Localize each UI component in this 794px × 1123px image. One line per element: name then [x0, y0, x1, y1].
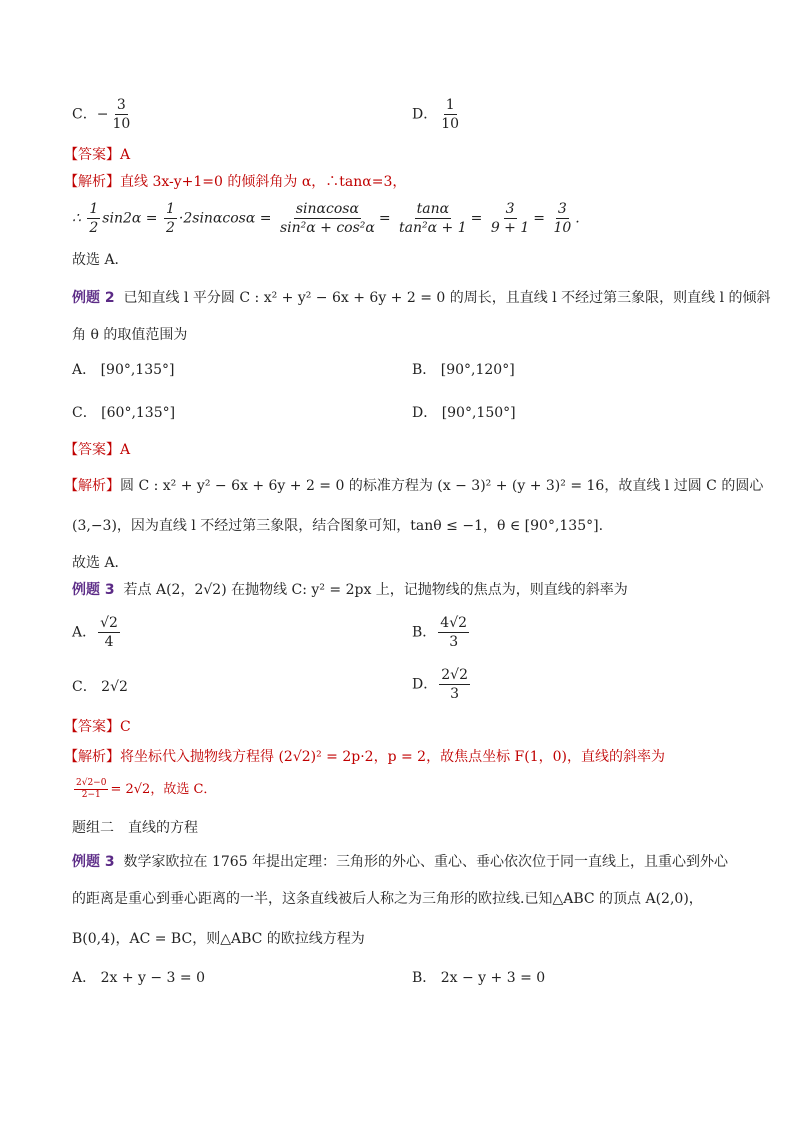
- fraction: $\frac{1}{10}$: [441, 97, 460, 132]
- example-2-stem-2: 角 θ 的取值范围为: [72, 327, 188, 343]
- example-3b-stem-2: 的距离是重心到垂心距离的一半，这条直线被后人称之为三角形的欧拉线.已知△ABC 的顶点 A(2,0)，: [72, 891, 703, 907]
- option-c: C． [60°,135°]: [72, 405, 176, 421]
- option-a: A． [90°,135°]: [72, 362, 175, 378]
- example-3-stem: 例题 3 若点 A(2，2√2) 在抛物线 C: y² = 2px 上，记抛物线的焦点为，则直线的斜率为: [72, 582, 628, 598]
- example-2-stem: 例题 2 已知直线 l 平分圆 C : x² + y² − 6x + 6y + 2 = 0 的周长，且直线 l 不经过第三象限，则直线 l 的倾斜: [72, 290, 771, 306]
- option-d: D． $\frac{1}{10}$: [412, 97, 460, 132]
- section-title: 题组二 直线的方程: [72, 820, 198, 836]
- example-3b-stem: 例题 3 数学家欧拉在 1765 年提出定理：三角形的外心、重心、垂心依次位于同一直线上，且重心到外心: [72, 854, 729, 870]
- conclusion: 故选 A．: [72, 555, 129, 571]
- option-a: A． 2x + y − 3 = 0: [72, 970, 205, 986]
- explanation-2: (3,−3)，因为直线 l 不经过第三象限，结合图象可知，tanθ ≤ −1，θ ∈ [90°,135°].: [72, 518, 604, 534]
- fraction: $\frac{3}{10}$: [112, 97, 131, 132]
- option-d: D． [90°,150°]: [412, 405, 516, 421]
- option-d: D． $\frac{2√2}{3}$: [412, 667, 468, 702]
- explanation: 【解析】将坐标代入抛物线方程得 (2√2)² = 2p·2，p = 2，故焦点坐标 F(1，0)，直线的斜率为: [64, 749, 665, 765]
- conclusion: 故选 A．: [72, 252, 129, 268]
- example-tag: 例题 2: [72, 290, 115, 306]
- option-c: C．− $\frac{3}{10}$: [72, 97, 131, 132]
- answer: 【答案】A: [64, 147, 131, 163]
- explanation-2: $\frac{2√2-0}{2-1}$ = 2√2，故选 C．: [76, 778, 217, 800]
- option-a: A． $\frac{√2}{4}$: [72, 615, 118, 650]
- option-b: B． $\frac{4√2}{3}$: [412, 615, 468, 650]
- example-tag: 例题 3: [72, 854, 115, 870]
- example-3b-stem-3: B(0,4)，AC = BC，则△ABC 的欧拉线方程为: [72, 931, 365, 947]
- formula-line: ∴ $\frac{1}{2}$ sin2α = $\frac{1}{2}$ ·2sinαcosα = $\frac{\sin\alpha\cos\alpha}{\text{sin²α + cos²α}}$ = $\frac{\tan\alpha}{\text{tan²α + 1}}$ = $\frac{3}{9 + 1}$ = $\frac{3}{10}$ .: [72, 201, 580, 236]
- option-c: C． 2√2: [72, 679, 128, 695]
- answer: 【答案】A: [64, 442, 131, 458]
- example-tag: 例题 3: [72, 582, 115, 598]
- answer: 【答案】C: [64, 719, 131, 735]
- explanation: 【解析】直线 3x-y+1=0 的倾斜角为 α，∴tanα=3，: [64, 174, 407, 190]
- explanation: 【解析】圆 C : x² + y² − 6x + 6y + 2 = 0 的标准方程为 (x − 3)² + (y + 3)² = 16，故直线 l 过圆 C 的圆心: [64, 478, 764, 494]
- option-b: B． 2x − y + 3 = 0: [412, 970, 546, 986]
- option-b: B． [90°,120°]: [412, 362, 515, 378]
